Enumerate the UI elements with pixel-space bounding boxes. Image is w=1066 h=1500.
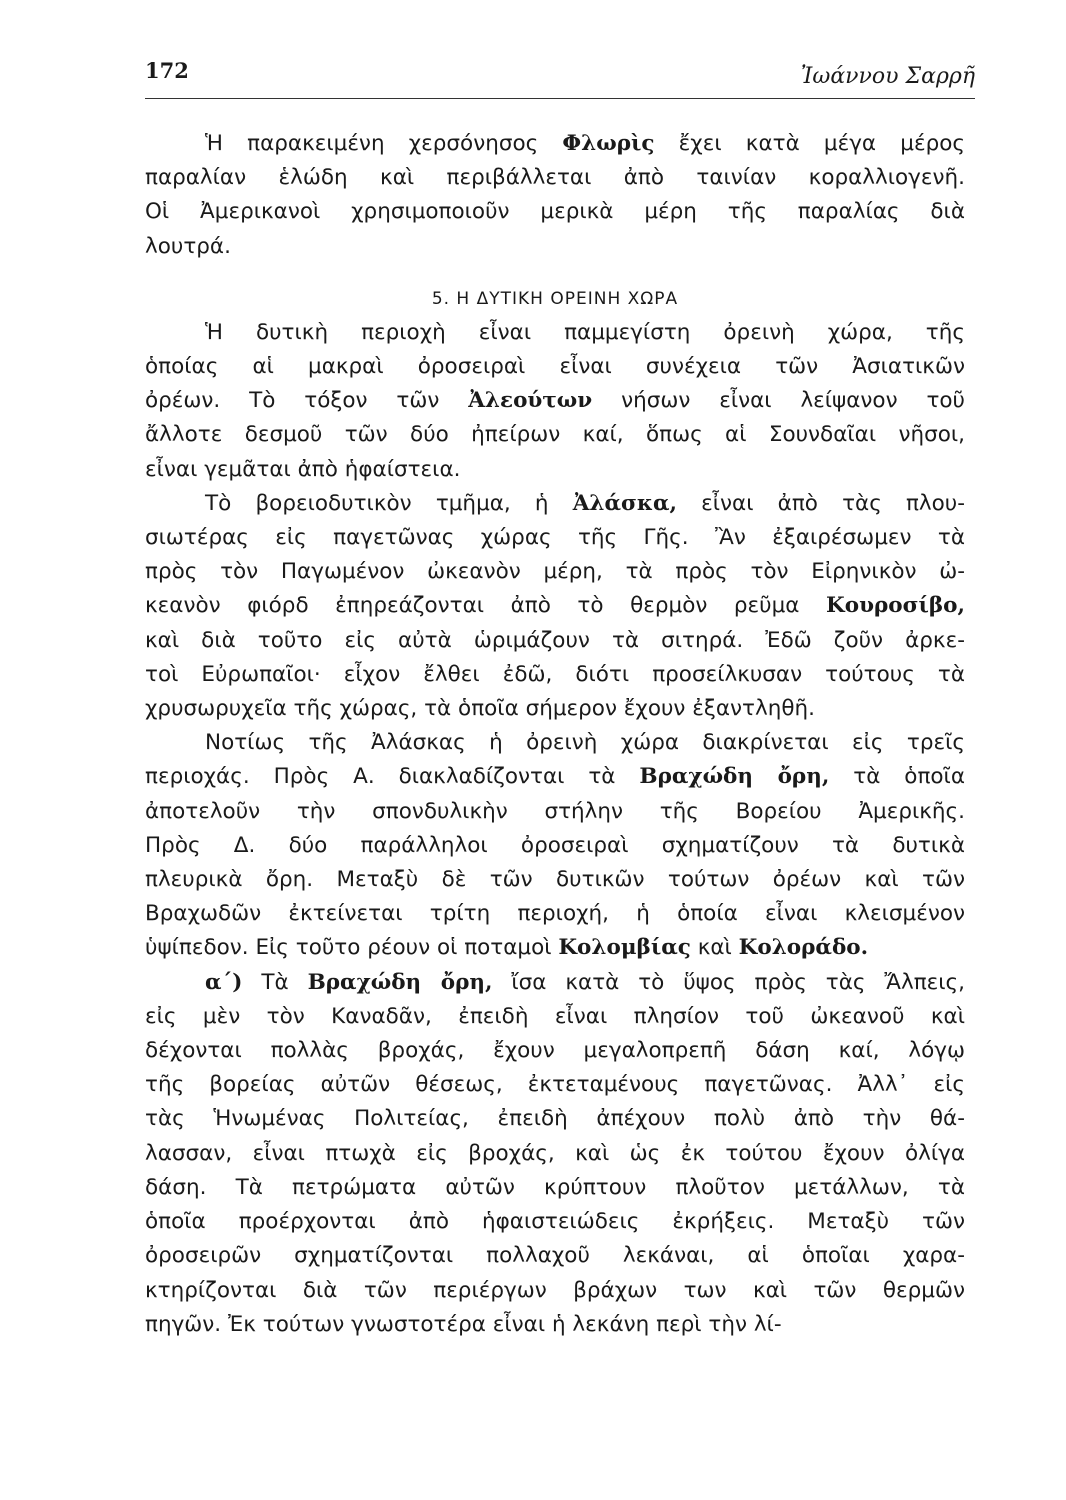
paragraph-1 — [145, 127, 965, 264]
text-line — [145, 589, 965, 623]
text-run: Βραχωδῶν ἐκτείνεται τρίτη περιοχή, ἡ ὁποία εἶναι κλεισμένον — [145, 901, 965, 927]
text-run: καὶ — [690, 935, 739, 961]
text-run: ἄλλοτε δεσμοῦ τῶν δύο ἠπείρων καί, ὅπως αἱ Σουνδαῖαι νῆσοι, — [145, 422, 965, 448]
text-run: Ἡ δυτικὴ περιοχὴ εἶναι παμμεγίστη ὀρεινὴ χώρα, τῆς — [205, 319, 965, 345]
text-run: τὰς Ἡνωμένας Πολιτείας, ἐπειδὴ ἀπέχουν πολὺ ἀπὸ τὴν θά- — [145, 1106, 965, 1132]
text-run: ἴσα κατὰ τὸ ὕψος πρὸς τὰς Ἄλπεις, — [492, 969, 965, 995]
text-run: δέχονται πολλὰς βροχάς, ἔχουν μεγαλοπρεπῆ δάση καί, λόγῳ — [145, 1038, 965, 1064]
text-run: ὁποίας αἱ μακραὶ ὀροσειραὶ εἶναι συνέχεια τῶν Ἀσιατικῶν — [145, 354, 965, 380]
text-line — [145, 521, 965, 555]
paragraph-5 — [145, 966, 965, 1342]
text-line — [145, 1102, 965, 1136]
text-line — [145, 1205, 965, 1239]
text-run: Οἱ Ἀμερικανοὶ χρησιμοποιοῦν μερικὰ μέρη τῆς παραλίας διὰ — [145, 199, 965, 225]
paragraph-4 — [145, 726, 965, 965]
text-run: ὀρέων. Τὸ τόξον τῶν — [145, 388, 469, 414]
text-run: Ἡ παρακειμένη χερσόνησος — [205, 131, 563, 156]
text-line — [145, 863, 965, 897]
text-line — [145, 316, 965, 350]
text-line — [145, 195, 965, 229]
text-line — [145, 161, 965, 195]
text-run: λουτρά. — [145, 233, 231, 259]
text-run: ὀροσειρῶν σχηματίζονται πολλαχοῦ λεκάναι, αἱ ὁποῖαι χαρα- — [145, 1243, 965, 1269]
text-run: ἀποτελοῦν τὴν σπονδυλικὴν στήλην τῆς Βορείου Ἀμερικῆς. — [145, 798, 965, 824]
text-line — [145, 555, 965, 589]
text-run: καὶ διὰ τοῦτο εἰς αὐτὰ ὡριμάζουν τὰ σιτηρά. Ἐδῶ ζοῦν ἀρκε- — [145, 627, 965, 653]
text-line — [145, 1274, 965, 1308]
text-line — [145, 624, 965, 658]
text-run: Πρὸς Δ. δύο παράλληλοι ὀροσειραὶ σχηματίζουν τὰ δυτικὰ — [145, 832, 965, 858]
bold-term: α΄) — [205, 969, 243, 995]
text-line — [145, 931, 965, 965]
text-line — [145, 829, 965, 863]
text-run: ὁποῖα προέρχονται ἀπὸ ἡφαιστειώδεις ἐκρήξεις. Μεταξὺ τῶν — [145, 1209, 965, 1235]
text-run: τοὶ Εὐρωπαῖοι· εἶχον ἔλθει ἐδῶ, διότι προσείλκυσαν τούτους τὰ — [145, 661, 965, 687]
text-line — [145, 1068, 965, 1102]
text-run: πλευρικὰ ὄρη. Μεταξὺ δὲ τῶν δυτικῶν τούτων ὀρέων καὶ τῶν — [145, 867, 965, 893]
text-run: Τὰ — [242, 969, 308, 995]
text-run: κτηρίζονται διὰ τῶν περιέργων βράχων των καὶ τῶν θερμῶν — [145, 1277, 965, 1303]
text-run: εἶναι ἀπὸ τὰς πλου- — [677, 490, 965, 516]
text-line — [145, 658, 965, 692]
running-head: Ἰωάννου Σαρρῆ — [800, 64, 975, 89]
text-line — [145, 692, 965, 726]
text-run: τὰ ὁποῖα — [829, 764, 966, 790]
text-line — [145, 795, 965, 829]
text-line — [145, 1239, 965, 1273]
text-run: τῆς βορείας αὐτῶν θέσεως, ἐκτεταμένους παγετῶνας. Ἀλλ᾽ εἰς — [145, 1072, 965, 1098]
text-run: νήσων εἶναι λείψανον τοῦ — [592, 388, 965, 414]
text-line — [145, 897, 965, 931]
bold-term: Ἀλάσκα, — [572, 490, 677, 516]
bold-term: Φλωρὶς — [562, 131, 655, 156]
page-body — [145, 127, 965, 1342]
text-line — [145, 1034, 965, 1068]
text-line — [145, 726, 965, 760]
text-line — [145, 760, 965, 794]
page-number: 172 — [145, 58, 189, 83]
bold-term: Κουροσίβο, — [826, 593, 965, 619]
text-run: ἔχει κατὰ μέγα μέρος — [654, 131, 965, 156]
page-header — [145, 58, 975, 99]
text-line — [145, 487, 965, 521]
text-run: ὑψίπεδον. Εἰς τοῦτο ρέουν οἱ ποταμοὶ — [145, 935, 559, 961]
bold-term: Βραχώδη ὄρη, — [307, 969, 493, 995]
text-run: περιοχάς. Πρὸς Α. διακλαδίζονται τὰ — [145, 764, 640, 790]
text-run: χρυσωρυχεῖα τῆς χώρας, τὰ ὁποῖα σήμερον ἔχουν ἐξαντληθῆ. — [145, 696, 815, 722]
text-run: εἶναι γεμᾶται ἀπὸ ἡφαίστεια. — [145, 456, 461, 482]
text-run: κεανὸν φιόρδ ἐπηρεάζονται ἀπὸ τὸ θερμὸν ρεῦμα — [145, 593, 827, 619]
text-line — [145, 418, 965, 452]
text-line — [145, 127, 965, 161]
text-line — [145, 230, 965, 264]
text-run: πηγῶν. Ἐκ τούτων γνωστοτέρα εἶναι ἡ λεκάνη περὶ τὴν λί- — [145, 1311, 782, 1337]
text-line — [145, 1171, 965, 1205]
bold-term: Κολομβίας — [558, 935, 691, 961]
text-line — [145, 966, 965, 1000]
bold-term: Ἀλεούτων — [468, 388, 593, 414]
text-run: εἰς μὲν τὸν Καναδᾶν, ἐπειδὴ εἶναι πλησίον τοῦ ὠκεανοῦ καὶ — [145, 1003, 965, 1029]
text-line — [145, 1000, 965, 1034]
text-run: Νοτίως τῆς Ἀλάσκας ἡ ὀρεινὴ χώρα διακρίνεται εἰς τρεῖς — [205, 730, 965, 756]
text-line — [145, 1137, 965, 1171]
section-heading: 5. Η ΔΥΤΙΚΗ ΟΡΕΙΝΗ ΧΩΡΑ — [431, 288, 679, 309]
bold-term: Βραχώδη ὄρη, — [639, 764, 830, 790]
text-run: σιωτέρας εἰς παγετῶνας χώρας τῆς Γῆς. Ἂν ἐξαιρέσωμεν τὰ — [145, 525, 965, 551]
text-line — [145, 384, 965, 418]
text-line — [145, 453, 965, 487]
text-line — [145, 350, 965, 384]
text-run: δάση. Τὰ πετρώματα αὐτῶν κρύπτουν πλοῦτον μετάλλων, τὰ — [145, 1174, 965, 1200]
text-run: λασσαν, εἶναι πτωχὰ εἰς βροχάς, καὶ ὡς ἐκ τούτου ἔχουν ὀλίγα — [145, 1140, 965, 1166]
paragraph-3 — [145, 487, 965, 726]
text-line — [145, 1308, 965, 1342]
bold-term: Κολοράδο. — [738, 935, 869, 961]
text-run: Τὸ βορειοδυτικὸν τμῆμα, ἡ — [205, 490, 573, 516]
text-run: πρὸς τὸν Παγωμένον ὠκεανὸν μέρη, τὰ πρὸς τὸν Εἰρηνικὸν ὠ- — [145, 559, 965, 585]
text-run: παραλίαν ἑλώδη καὶ περιβάλλεται ἀπὸ ταινίαν κοραλλιογενῆ. — [145, 165, 965, 191]
paragraph-2 — [145, 316, 965, 487]
